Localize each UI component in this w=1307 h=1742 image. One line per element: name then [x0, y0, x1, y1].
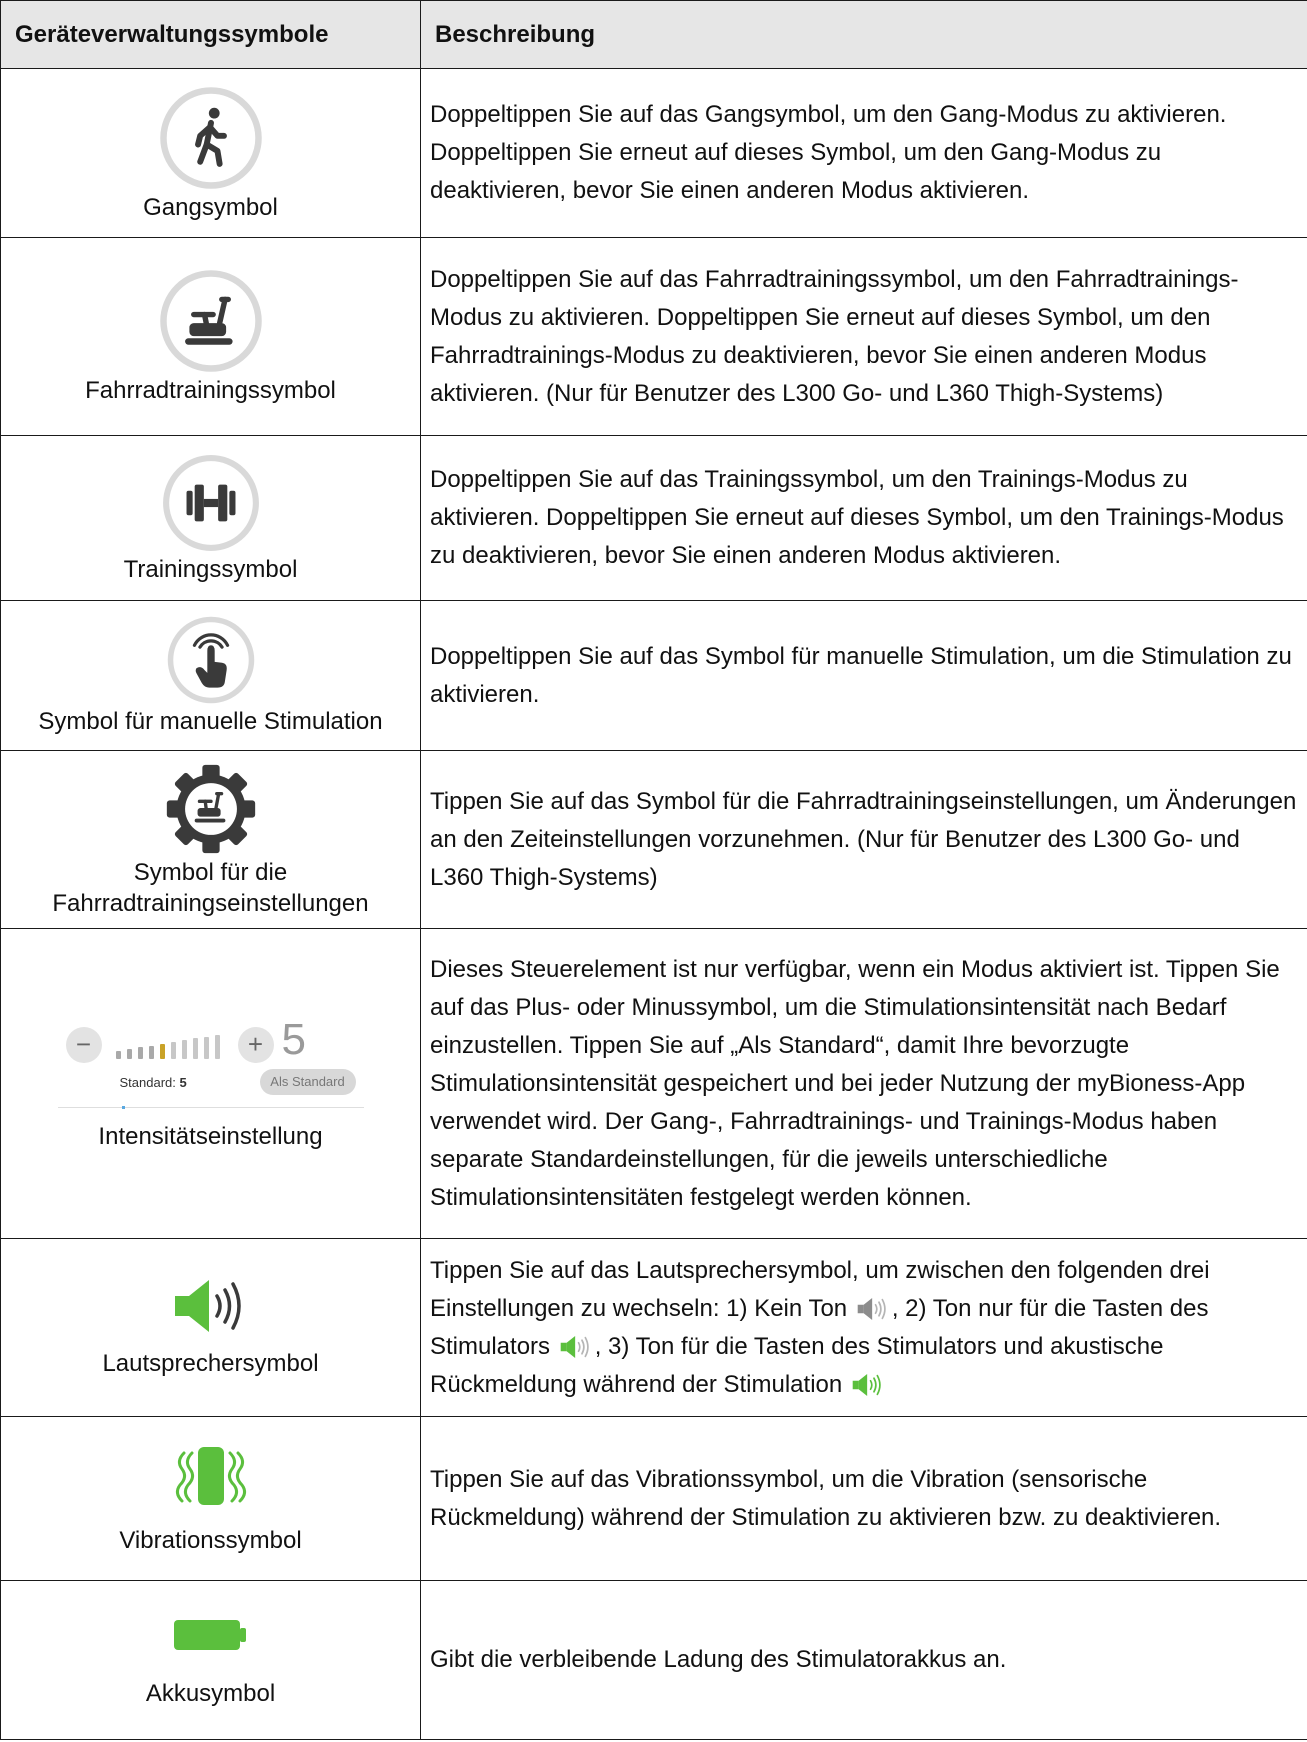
intensity-level-bar	[182, 1040, 187, 1059]
symbol-cell	[1, 238, 421, 436]
symbol-cell	[1, 69, 421, 238]
symbol-cell	[1, 751, 421, 929]
symbol-cell	[1, 1239, 421, 1417]
table-row	[1, 1239, 1307, 1417]
table-row	[1, 436, 1307, 601]
speaker-text-3: , 3) Ton für die Tasten des Stimulators und akustische Rückmeldung während der Stimulation	[430, 1332, 1164, 1398]
tap-finger-icon	[165, 614, 257, 706]
table-row	[1, 751, 1307, 929]
intensity-level-bar	[193, 1038, 198, 1059]
symbol-cell	[1, 929, 421, 1239]
battery-icon	[170, 1612, 252, 1656]
symbol-caption-line2: Fahrradtrainingseinstellungen	[52, 889, 369, 917]
intensity-level-bar	[215, 1035, 220, 1059]
description-cell: Doppeltippen Sie auf das Symbol für manuelle Stimulation, um die Stimulation zu aktivieren.	[421, 601, 1307, 751]
table-row	[1, 238, 1307, 436]
description-cell: Gibt die verbleibende Ladung des Stimulatorakkus an.	[421, 1581, 1307, 1740]
symbol-caption: Gangsymbol	[143, 193, 278, 221]
standard-label: Standard:	[119, 1075, 176, 1090]
description-cell: Doppeltippen Sie auf das Fahrradtrainingssymbol, um den Fahrradtrainings-Modus zu aktivieren. Doppeltippen Sie erneut auf dieses Symbol, um den Fahrradtrainings-Modus zu deaktivieren, bevor Sie einen anderen Modus aktivieren. (Nur für Benutzer des L300 Go- und L360 Thigh-Systems)	[421, 238, 1307, 436]
table-row	[1, 929, 1307, 1239]
table-row	[1, 601, 1307, 751]
symbol-cell	[1, 1417, 421, 1581]
indicator-mark	[122, 1106, 125, 1109]
symbol-cell	[1, 601, 421, 751]
symbol-caption: Vibrationssymbol	[119, 1527, 302, 1554]
vibration-icon	[170, 1441, 252, 1511]
speaker-icon	[171, 1276, 251, 1336]
intensity-level-bar	[138, 1047, 143, 1059]
symbol-caption-line1: Symbol für die	[133, 858, 288, 886]
speaker-low-icon	[559, 1334, 593, 1360]
description-cell: Dieses Steuerelement ist nur verfügbar, wenn ein Modus aktiviert ist. Tippen Sie auf das Plus- oder Minussymbol, um die Stimulationsintensität nach Bedarf einzustellen. Tippen Sie auf „Als Standard“, damit Ihre bevorzugte Stimulationsintensität gespeichert und bei jeder Nutzung der myBioness-App verwendet wird. Der Gang-, Fahrradtrainings- und Trainings-Modus haben separate Standardeinstellungen, für die jeweils unterschiedliche Stimulationsintensitäten festgelegt werden können.	[421, 929, 1307, 1239]
symbol-cell	[1, 436, 421, 601]
symbol-caption: Lautsprechersymbol	[102, 1350, 319, 1377]
divider	[58, 1107, 364, 1108]
intensity-minus-button[interactable]: −	[66, 1027, 102, 1063]
symbol-caption: Trainingssymbol	[123, 555, 298, 583]
table-row	[1, 69, 1307, 238]
table-row	[1, 1581, 1307, 1740]
intensity-level-bar	[160, 1044, 165, 1059]
intensity-level-bar	[149, 1046, 154, 1059]
intensity-level-bar	[171, 1042, 176, 1059]
description-cell: Tippen Sie auf das Symbol für die Fahrradtrainingseinstellungen, um Änderungen an den Zeiteinstellungen vorzunehmen. (Nur für Benutzer des L300 Go- und L360 Thigh-Systems)	[421, 751, 1307, 929]
table-header-row	[1, 1, 1307, 69]
table-row	[1, 1417, 1307, 1581]
exercise-bike-icon	[157, 267, 265, 375]
intensity-level-bar	[116, 1051, 121, 1059]
intensity-level-bar	[204, 1037, 209, 1059]
symbol-caption: Symbol für manuelle Stimulation	[38, 708, 383, 735]
speaker-text-2: , 2) Ton nur für die Tasten des Stimulators	[430, 1294, 1209, 1360]
intensity-slider	[58, 1015, 364, 1115]
symbol-caption: Intensitätseinstellung	[98, 1123, 323, 1150]
dumbbell-icon	[160, 452, 262, 554]
description-cell	[421, 1239, 1307, 1417]
speaker-high-icon	[851, 1372, 885, 1398]
bike-settings-gear-icon	[163, 761, 259, 857]
intensity-value: 5	[281, 1015, 306, 1064]
intensity-plus-button[interactable]: +	[238, 1027, 274, 1063]
description-cell: Doppeltippen Sie auf das Trainingssymbol, um den Trainings-Modus zu aktivieren. Doppeltippen Sie erneut auf dieses Symbol, um den Trainings-Modus zu deaktivieren, bevor Sie einen anderen Modus aktivieren.	[421, 436, 1307, 601]
walk-icon	[157, 84, 265, 192]
intensity-level-bar	[127, 1049, 132, 1059]
speaker-muted-icon	[856, 1296, 890, 1322]
symbol-caption: Akkusymbol	[145, 1679, 276, 1707]
header-symbols: Geräteverwaltungssymbole	[1, 1, 421, 69]
intensity-standard-text	[120, 1075, 187, 1090]
standard-value: 5	[179, 1075, 187, 1090]
symbol-caption: Fahrradtrainingssymbol	[85, 377, 336, 404]
description-cell: Doppeltippen Sie auf das Gangsymbol, um den Gang-Modus zu aktivieren. Doppeltippen Sie erneut auf dieses Symbol, um den Gang-Modus zu deaktivieren, bevor Sie einen anderen Modus aktivieren.	[421, 69, 1307, 238]
symbol-cell	[1, 1581, 421, 1740]
speaker-text-1: Tippen Sie auf das Lautsprechersymbol, um zwischen den folgenden drei Einstellungen zu wechseln: 1) Kein Ton	[430, 1256, 1210, 1322]
description-cell: Tippen Sie auf das Vibrationssymbol, um die Vibration (sensorische Rückmeldung) während der Stimulation zu aktivieren bzw. zu deaktivieren.	[421, 1417, 1307, 1581]
als-standard-button[interactable]: Als Standard	[260, 1069, 356, 1095]
header-description: Beschreibung	[421, 1, 1307, 69]
